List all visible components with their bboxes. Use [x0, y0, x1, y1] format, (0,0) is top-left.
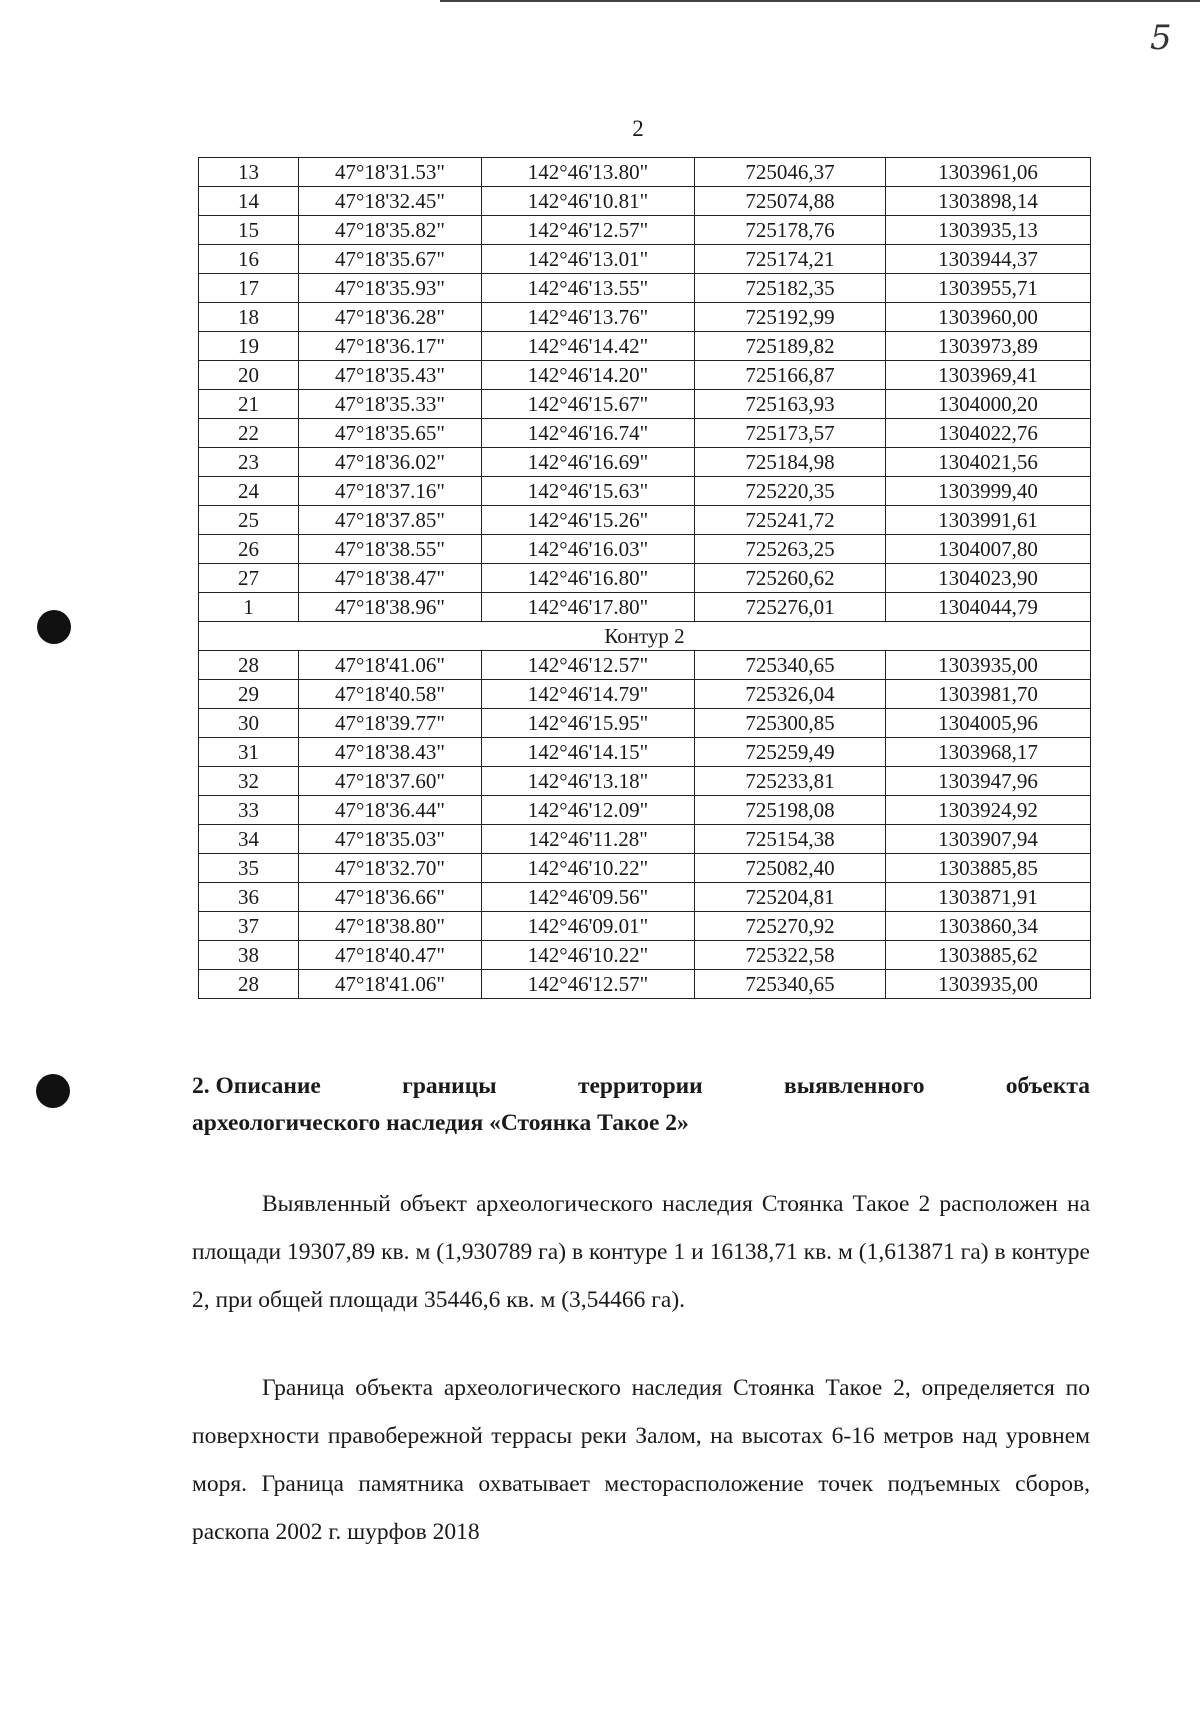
table-row	[199, 709, 1091, 738]
paragraph-text: Выявленный объект археологического наследия Стоянка Такое 2 расположен на площади 19307,89 кв. м (1,930789 га) в контуре 1 и 16138,71 кв. м (1,613871 га) в контуре 2, при общей площади 35446,6 кв. м (3,54466 га).	[192, 1191, 1090, 1313]
latitude-cell: 47°18'32.70"	[299, 854, 482, 883]
longitude-cell: 142°46'12.57"	[482, 970, 695, 999]
latitude-cell: 47°18'31.53"	[299, 158, 482, 187]
x-coordinate-cell: 725184,98	[695, 448, 886, 477]
table-row	[199, 448, 1091, 477]
latitude-cell: 47°18'35.93"	[299, 274, 482, 303]
longitude-cell: 142°46'10.22"	[482, 941, 695, 970]
latitude-cell: 47°18'37.16"	[299, 477, 482, 506]
x-coordinate-cell: 725220,35	[695, 477, 886, 506]
table-row	[199, 332, 1091, 361]
point-number-cell: 14	[199, 187, 299, 216]
latitude-cell: 47°18'38.43"	[299, 738, 482, 767]
body-paragraph-2	[192, 1364, 1090, 1556]
longitude-cell: 142°46'16.03"	[482, 535, 695, 564]
latitude-cell: 47°18'38.55"	[299, 535, 482, 564]
longitude-cell: 142°46'15.26"	[482, 506, 695, 535]
point-number-cell: 13	[199, 158, 299, 187]
point-number-cell: 24	[199, 477, 299, 506]
latitude-cell: 47°18'35.82"	[299, 216, 482, 245]
y-coordinate-cell: 1303935,00	[886, 651, 1091, 680]
point-number-cell: 15	[199, 216, 299, 245]
table-row	[199, 245, 1091, 274]
x-coordinate-cell: 725198,08	[695, 796, 886, 825]
x-coordinate-cell: 725154,38	[695, 825, 886, 854]
longitude-cell: 142°46'10.22"	[482, 854, 695, 883]
table-row	[199, 390, 1091, 419]
point-number-cell: 17	[199, 274, 299, 303]
table-row	[199, 796, 1091, 825]
y-coordinate-cell: 1303860,34	[886, 912, 1091, 941]
y-coordinate-cell: 1303961,06	[886, 158, 1091, 187]
table-row	[199, 912, 1091, 941]
x-coordinate-cell: 725192,99	[695, 303, 886, 332]
x-coordinate-cell: 725163,93	[695, 390, 886, 419]
latitude-cell: 47°18'41.06"	[299, 970, 482, 999]
y-coordinate-cell: 1303973,89	[886, 332, 1091, 361]
x-coordinate-cell: 725270,92	[695, 912, 886, 941]
heading-word: 2. Описание	[192, 1073, 321, 1099]
longitude-cell: 142°46'13.80"	[482, 158, 695, 187]
longitude-cell: 142°46'15.67"	[482, 390, 695, 419]
x-coordinate-cell: 725263,25	[695, 535, 886, 564]
y-coordinate-cell: 1304007,80	[886, 535, 1091, 564]
point-number-cell: 34	[199, 825, 299, 854]
latitude-cell: 47°18'38.80"	[299, 912, 482, 941]
table-row	[199, 303, 1091, 332]
page-number: 2	[632, 116, 644, 141]
longitude-cell: 142°46'16.74"	[482, 419, 695, 448]
point-number-cell: 35	[199, 854, 299, 883]
latitude-cell: 47°18'35.65"	[299, 419, 482, 448]
table-row	[199, 593, 1091, 622]
coordinates-table	[198, 157, 1091, 999]
latitude-cell: 47°18'36.66"	[299, 883, 482, 912]
table-row	[199, 564, 1091, 593]
latitude-cell: 47°18'36.44"	[299, 796, 482, 825]
y-coordinate-cell: 1304021,56	[886, 448, 1091, 477]
y-coordinate-cell: 1303924,92	[886, 796, 1091, 825]
x-coordinate-cell: 725166,87	[695, 361, 886, 390]
contour-label: Контур 2	[199, 622, 1091, 651]
x-coordinate-cell: 725178,76	[695, 216, 886, 245]
longitude-cell: 142°46'09.56"	[482, 883, 695, 912]
table-row	[199, 419, 1091, 448]
top-scan-rule	[440, 0, 1200, 2]
table-row	[199, 535, 1091, 564]
longitude-cell: 142°46'14.15"	[482, 738, 695, 767]
x-coordinate-cell: 725340,65	[695, 651, 886, 680]
latitude-cell: 47°18'41.06"	[299, 651, 482, 680]
point-number-cell: 23	[199, 448, 299, 477]
heading-word: границы	[402, 1073, 497, 1099]
longitude-cell: 142°46'12.57"	[482, 216, 695, 245]
latitude-cell: 47°18'35.67"	[299, 245, 482, 274]
point-number-cell: 1	[199, 593, 299, 622]
latitude-cell: 47°18'38.47"	[299, 564, 482, 593]
point-number-cell: 16	[199, 245, 299, 274]
longitude-cell: 142°46'13.55"	[482, 274, 695, 303]
table-row	[199, 680, 1091, 709]
longitude-cell: 142°46'16.69"	[482, 448, 695, 477]
table-row	[199, 361, 1091, 390]
x-coordinate-cell: 725182,35	[695, 274, 886, 303]
point-number-cell: 20	[199, 361, 299, 390]
contour-row	[199, 622, 1091, 651]
table-row	[199, 883, 1091, 912]
y-coordinate-cell: 1303871,91	[886, 883, 1091, 912]
heading-word: объекта	[1005, 1073, 1090, 1099]
latitude-cell: 47°18'36.02"	[299, 448, 482, 477]
x-coordinate-cell: 725260,62	[695, 564, 886, 593]
latitude-cell: 47°18'32.45"	[299, 187, 482, 216]
table-row	[199, 854, 1091, 883]
x-coordinate-cell: 725046,37	[695, 158, 886, 187]
point-number-cell: 28	[199, 970, 299, 999]
point-number-cell: 38	[199, 941, 299, 970]
section-heading-line1	[192, 1068, 1090, 1105]
table-row	[199, 158, 1091, 187]
point-number-cell: 28	[199, 651, 299, 680]
section-heading	[192, 1068, 1090, 1142]
y-coordinate-cell: 1303981,70	[886, 680, 1091, 709]
longitude-cell: 142°46'13.18"	[482, 767, 695, 796]
body-paragraph-1	[192, 1180, 1090, 1324]
point-number-cell: 26	[199, 535, 299, 564]
table-row	[199, 216, 1091, 245]
x-coordinate-cell: 725233,81	[695, 767, 886, 796]
x-coordinate-cell: 725082,40	[695, 854, 886, 883]
punch-hole	[36, 1074, 70, 1108]
point-number-cell: 33	[199, 796, 299, 825]
longitude-cell: 142°46'13.01"	[482, 245, 695, 274]
table-row	[199, 738, 1091, 767]
y-coordinate-cell: 1304000,20	[886, 390, 1091, 419]
y-coordinate-cell: 1303968,17	[886, 738, 1091, 767]
point-number-cell: 22	[199, 419, 299, 448]
point-number-cell: 21	[199, 390, 299, 419]
y-coordinate-cell: 1304023,90	[886, 564, 1091, 593]
y-coordinate-cell: 1303969,41	[886, 361, 1091, 390]
heading-word: выявленного	[784, 1073, 925, 1099]
longitude-cell: 142°46'14.42"	[482, 332, 695, 361]
y-coordinate-cell: 1303991,61	[886, 506, 1091, 535]
punch-hole	[37, 610, 71, 644]
y-coordinate-cell: 1303944,37	[886, 245, 1091, 274]
heading-word: территории	[577, 1073, 703, 1099]
table-row	[199, 970, 1091, 999]
y-coordinate-cell: 1303999,40	[886, 477, 1091, 506]
latitude-cell: 47°18'40.47"	[299, 941, 482, 970]
x-coordinate-cell: 725241,72	[695, 506, 886, 535]
y-coordinate-cell: 1303935,13	[886, 216, 1091, 245]
latitude-cell: 47°18'40.58"	[299, 680, 482, 709]
x-coordinate-cell: 725340,65	[695, 970, 886, 999]
point-number-cell: 25	[199, 506, 299, 535]
longitude-cell: 142°46'15.63"	[482, 477, 695, 506]
table-row	[199, 274, 1091, 303]
longitude-cell: 142°46'14.20"	[482, 361, 695, 390]
longitude-cell: 142°46'17.80"	[482, 593, 695, 622]
point-number-cell: 29	[199, 680, 299, 709]
longitude-cell: 142°46'09.01"	[482, 912, 695, 941]
latitude-cell: 47°18'35.43"	[299, 361, 482, 390]
point-number-cell: 31	[199, 738, 299, 767]
table-row	[199, 506, 1091, 535]
point-number-cell: 18	[199, 303, 299, 332]
table-row	[199, 477, 1091, 506]
x-coordinate-cell: 725322,58	[695, 941, 886, 970]
longitude-cell: 142°46'12.09"	[482, 796, 695, 825]
longitude-cell: 142°46'16.80"	[482, 564, 695, 593]
x-coordinate-cell: 725173,57	[695, 419, 886, 448]
table-row	[199, 651, 1091, 680]
point-number-cell: 27	[199, 564, 299, 593]
longitude-cell: 142°46'10.81"	[482, 187, 695, 216]
coordinates-table-body	[199, 158, 1091, 999]
y-coordinate-cell: 1303935,00	[886, 970, 1091, 999]
x-coordinate-cell: 725300,85	[695, 709, 886, 738]
longitude-cell: 142°46'12.57"	[482, 651, 695, 680]
handwritten-page-mark: 5	[1150, 18, 1172, 58]
x-coordinate-cell: 725276,01	[695, 593, 886, 622]
table-row	[199, 941, 1091, 970]
x-coordinate-cell: 725204,81	[695, 883, 886, 912]
latitude-cell: 47°18'36.28"	[299, 303, 482, 332]
paragraph-text: Граница объекта археологического наследия Стоянка Такое 2, определяется по поверхности правобережной террасы реки Залом, на высотах 6-16 метров над уровнем моря. Граница памятника охватывает месторасположение точек подъемных сборов, раскопа 2002 г. шурфов 2018	[192, 1375, 1090, 1545]
latitude-cell: 47°18'35.33"	[299, 390, 482, 419]
longitude-cell: 142°46'14.79"	[482, 680, 695, 709]
table-row	[199, 767, 1091, 796]
section-heading-line2: археологического наследия «Стоянка Такое 2»	[192, 1110, 689, 1136]
table-row	[199, 825, 1091, 854]
y-coordinate-cell: 1303885,62	[886, 941, 1091, 970]
y-coordinate-cell: 1303955,71	[886, 274, 1091, 303]
y-coordinate-cell: 1303960,00	[886, 303, 1091, 332]
x-coordinate-cell: 725074,88	[695, 187, 886, 216]
y-coordinate-cell: 1304005,96	[886, 709, 1091, 738]
longitude-cell: 142°46'13.76"	[482, 303, 695, 332]
longitude-cell: 142°46'11.28"	[482, 825, 695, 854]
y-coordinate-cell: 1303907,94	[886, 825, 1091, 854]
latitude-cell: 47°18'37.60"	[299, 767, 482, 796]
x-coordinate-cell: 725174,21	[695, 245, 886, 274]
latitude-cell: 47°18'35.03"	[299, 825, 482, 854]
x-coordinate-cell: 725326,04	[695, 680, 886, 709]
longitude-cell: 142°46'15.95"	[482, 709, 695, 738]
point-number-cell: 32	[199, 767, 299, 796]
y-coordinate-cell: 1303898,14	[886, 187, 1091, 216]
point-number-cell: 30	[199, 709, 299, 738]
x-coordinate-cell: 725189,82	[695, 332, 886, 361]
latitude-cell: 47°18'36.17"	[299, 332, 482, 361]
point-number-cell: 36	[199, 883, 299, 912]
y-coordinate-cell: 1304022,76	[886, 419, 1091, 448]
x-coordinate-cell: 725259,49	[695, 738, 886, 767]
latitude-cell: 47°18'39.77"	[299, 709, 482, 738]
latitude-cell: 47°18'37.85"	[299, 506, 482, 535]
y-coordinate-cell: 1303885,85	[886, 854, 1091, 883]
latitude-cell: 47°18'38.96"	[299, 593, 482, 622]
y-coordinate-cell: 1304044,79	[886, 593, 1091, 622]
y-coordinate-cell: 1303947,96	[886, 767, 1091, 796]
point-number-cell: 37	[199, 912, 299, 941]
point-number-cell: 19	[199, 332, 299, 361]
table-row	[199, 187, 1091, 216]
